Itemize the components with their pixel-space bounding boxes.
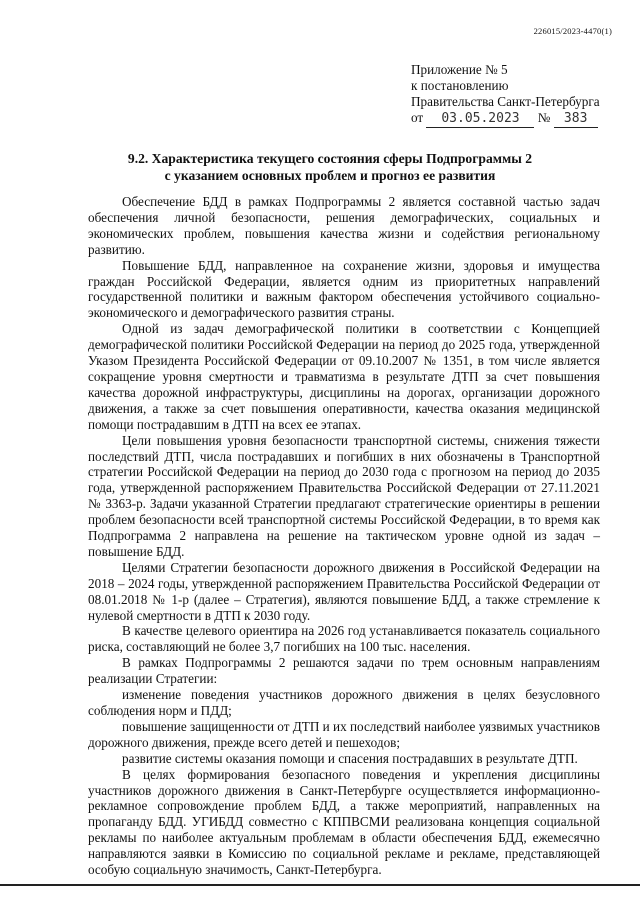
paragraph: В качестве целевого ориентира на 2026 год устанавливается показатель социального риска, составляющий не более 3,7 погибших на 100 тыс. населения. bbox=[88, 623, 600, 655]
list-item: развитие системы оказания помощи и спасения пострадавших в результате ДТП. bbox=[122, 750, 578, 766]
appendix-block bbox=[411, 62, 611, 128]
paragraph: Повышение БДД, направленное на сохранение жизни, здоровья и имущества граждан Российской Федерации, является одним из приоритетных направлений государственной политики и важным фактором обеспечения устойчивого социально-экономического и демографического развития страны. bbox=[88, 257, 600, 321]
body-text bbox=[88, 194, 600, 878]
paragraph: Целями Стратегии безопасности дорожного движения в Российской Федерации на 2018 – 2024 годы, утвержденной распоряжением Правительства Российской Федерации от 08.01.2018 № 1-р (далее – Стратегия), являются повышение БДД, а также стремление к нулевой смертности в ДТП к 2030 году. bbox=[88, 559, 600, 623]
list-item: повышение защищенности от ДТП и их последствий наиболее уязвимых участников дорожного движения, прежде всего детей и пешеходов; bbox=[88, 718, 600, 750]
document-registration-number: 226015/2023-4470(1) bbox=[533, 26, 612, 36]
paragraph: Цели повышения уровня безопасности транспортной системы, снижения тяжести последствий ДТП, числа пострадавших и погибших в них обозначены в Транспортной стратегии Российской Федерации на период до 2030 года с прогнозом на период до 2035 года, утвержденной распоряжением Правительства Российской Федерации от 27.11.2021 № 3363-р. Задачи указанной Стратегии предлагают стратегические ориентиры в решении проблем безопасности всей транспортной системы Российской Федерации, в то время как Подпрограмма 2 направлена на решение на тактическом уровне одной из задач – повышение БДД. bbox=[88, 432, 600, 559]
resolution-date: 03.05.2023 bbox=[426, 111, 534, 128]
appendix-date-number-line bbox=[411, 110, 611, 128]
appendix-resolution-ref: к постановлению bbox=[411, 78, 509, 93]
section-title bbox=[60, 151, 600, 184]
appendix-government: Правительства Санкт-Петербурга bbox=[411, 94, 600, 109]
paragraph: В рамках Подпрограммы 2 решаются задачи по трем основным направлениям реализации Стратегии: bbox=[88, 655, 600, 687]
list-item: изменение поведения участников дорожного движения в целях безусловного соблюдения норм и ПДД; bbox=[88, 687, 600, 718]
section-title-line-2: с указанием основных проблем и прогноз ее развития bbox=[164, 167, 496, 183]
number-label: № bbox=[537, 110, 551, 125]
page-bottom-rule bbox=[0, 884, 640, 886]
appendix-number: Приложение № 5 bbox=[411, 62, 508, 77]
paragraph: Одной из задач демографической политики в соответствии с Концепцией демографической политики Российской Федерации на период до 2025 года, утвержденной Указом Президента Российской Федерации от 09.10.2007 № 1351, в том числе является сокращение уровня смертности и травматизма в результате ДТП за счет повышения качества дорожной инфраструктуры, дисциплины на дорогах, организации дорожного движения, а также за счет повышения оперативности, качества оказания медицинской помощи пострадавшим в ДТП на всех ее этапах. bbox=[88, 321, 600, 432]
paragraph: В целях формирования безопасного поведения и укрепления дисциплины участников дорожного движения в Санкт-Петербурге осуществляется информационно-рекламное сопровождение проблем БДД, а также мероприятий, направленных на пропаганду БДД. УГИБДД совместно с КППВСМИ реализована концепция социальной рекламы по наиболее актуальным проблемам в области обеспечения БДД, ежемесячно направляются заявки в Комиссию по социальной рекламе и рекламе, представляющей особую социальную значимость, Санкт-Петербурга. bbox=[88, 766, 600, 878]
resolution-number: 383 bbox=[554, 111, 598, 128]
from-label: от bbox=[411, 110, 424, 125]
section-title-line-1: 9.2. Характеристика текущего состояния сферы Подпрограммы 2 bbox=[127, 151, 533, 166]
paragraph: Обеспечение БДД в рамках Подпрограммы 2 является составной частью задач обеспечения личной безопасности, решения демографических, социальных и экономических проблем, повышения качества жизни и содействия региональному развитию. bbox=[88, 194, 600, 257]
